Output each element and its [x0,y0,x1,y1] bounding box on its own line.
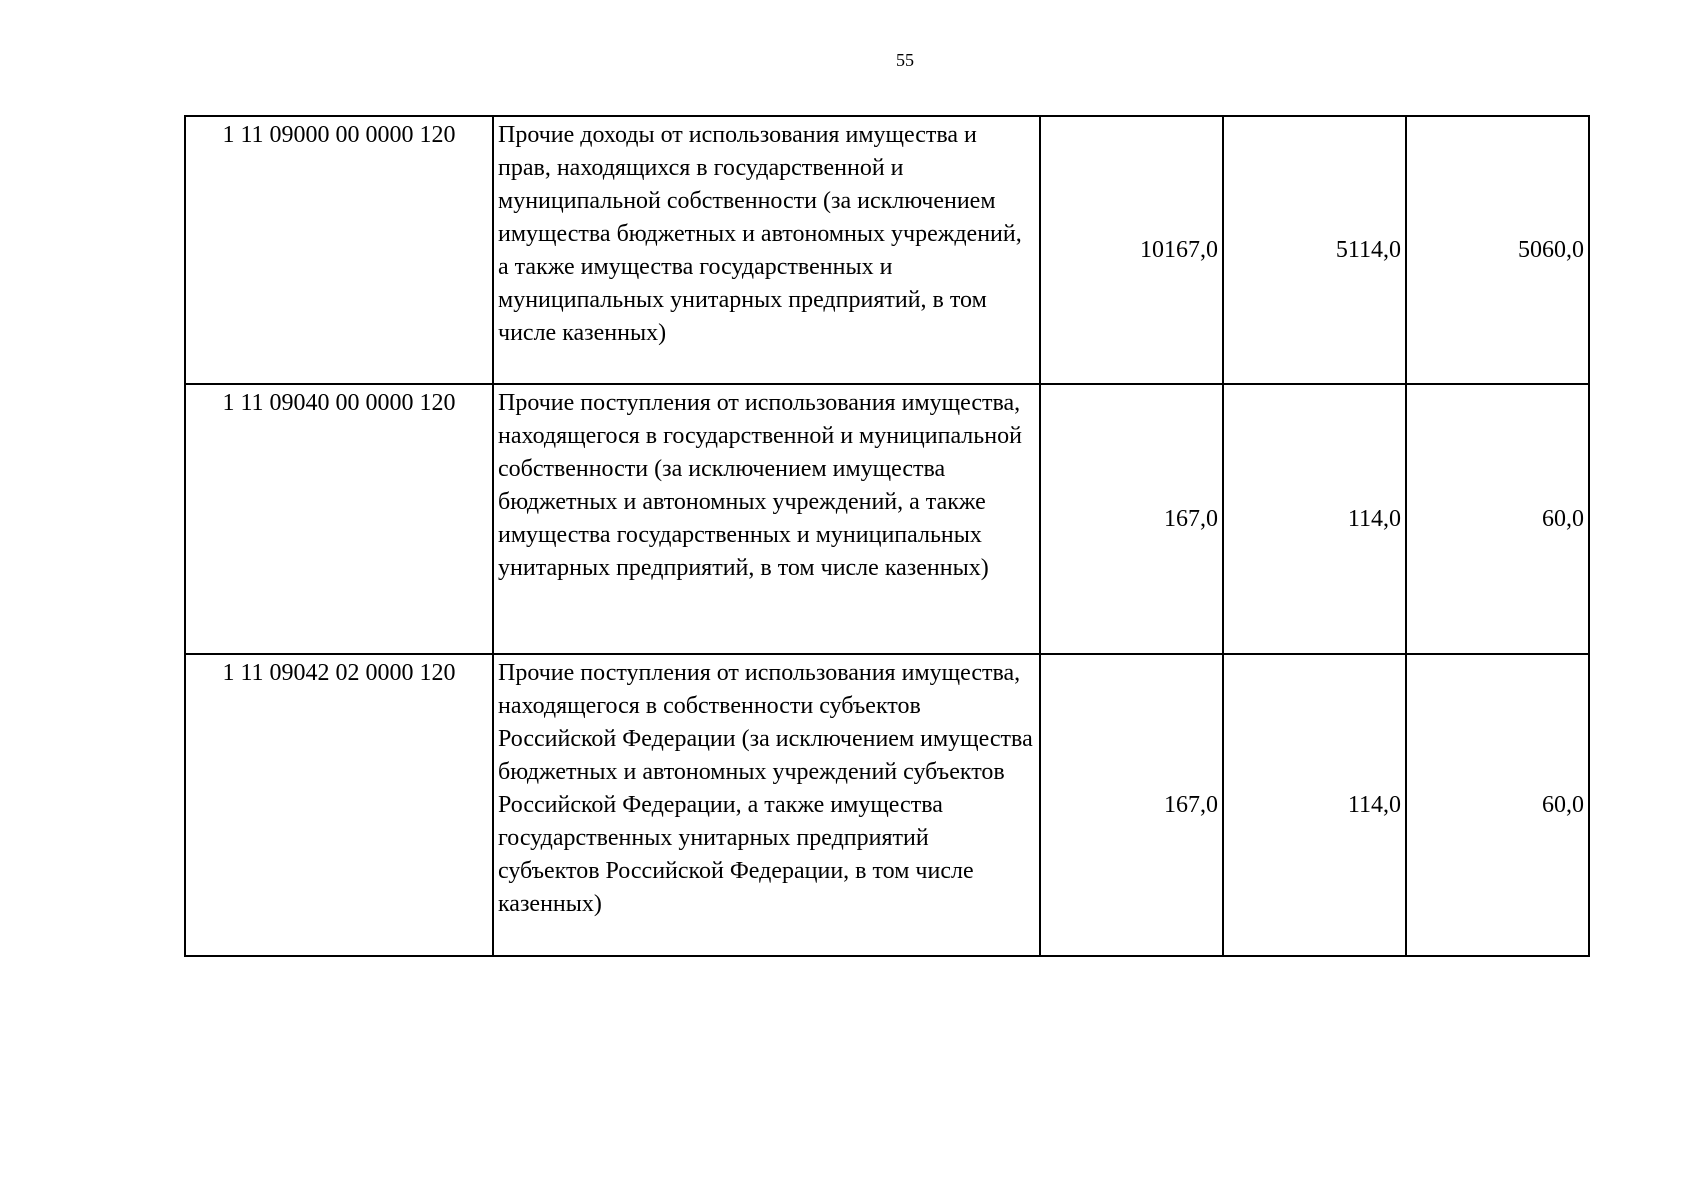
table-row [185,654,1589,956]
amount-cell-2: 114,0 [1223,384,1406,654]
budget-code-cell: 1 11 09040 00 0000 120 [185,384,493,654]
table-row [185,384,1589,654]
amount-cell-1: 167,0 [1040,654,1223,956]
table-row [185,116,1589,384]
page-number: 55 [896,50,914,70]
amount-cell-3: 60,0 [1406,384,1589,654]
amount-cell-2: 114,0 [1223,654,1406,956]
income-name-cell: Прочие поступления от использования имущества, находящегося в собственности субъектов Российской Федерации (за исключением имущества бюджетных и автономных учреждений субъектов Российской Федерации, а также имущества государственных унитарных предприятий субъектов Российской Федерации, в том числе казенных) [493,654,1040,956]
income-name-cell: Прочие доходы от использования имущества и прав, находящихся в государственной и муниципальной собственности (за исключением имущества бюджетных и автономных учреждений, а также имущества государственных и муниципальных унитарных предприятий, в том числе казенных) [493,116,1040,384]
amount-cell-1: 10167,0 [1040,116,1223,384]
budget-code-cell: 1 11 09042 02 0000 120 [185,654,493,956]
amount-cell-2: 5114,0 [1223,116,1406,384]
income-name-cell: Прочие поступления от использования имущества, находящегося в государственной и муниципальной собственности (за исключением имущества бюджетных и автономных учреждений, а также имущества государственных и муниципальных унитарных предприятий, в том числе казенных) [493,384,1040,654]
budget-code-cell: 1 11 09000 00 0000 120 [185,116,493,384]
amount-cell-3: 60,0 [1406,654,1589,956]
amount-cell-1: 167,0 [1040,384,1223,654]
amount-cell-3: 5060,0 [1406,116,1589,384]
budget-table [184,115,1590,957]
